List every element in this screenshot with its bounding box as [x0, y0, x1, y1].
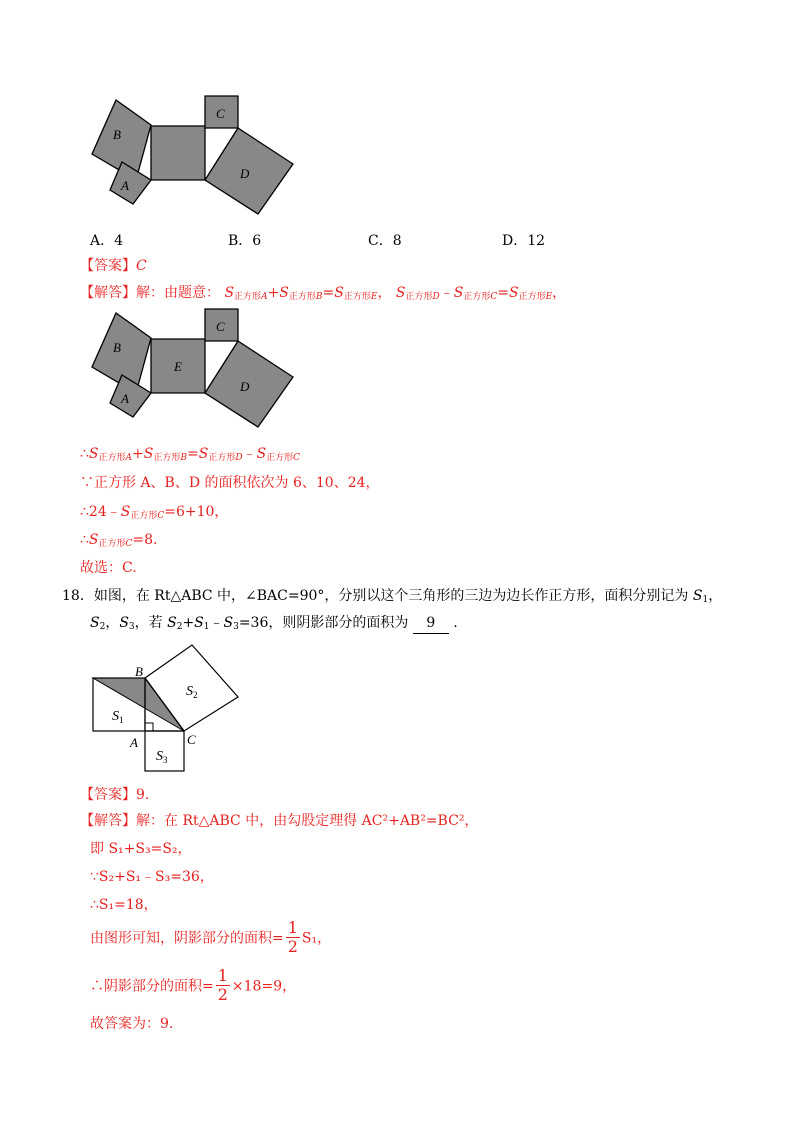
q17-step4: $\therefore S_{正方形C}=8$.	[80, 532, 158, 549]
q17-sol-label-C: C	[216, 319, 225, 334]
q17-option-a: A．4	[90, 233, 124, 249]
q17-step1: $\therefore S_{正方形A}+S_{正方形B}=S_{正方形D}﹣S_{正方形C}$	[80, 446, 301, 463]
q18-label-B: B	[135, 664, 143, 679]
q18-answer: 【答案】9.	[80, 787, 150, 803]
q18-solution-line6: ∴阴影部分的面积= $\frac{1}{2}$ ×18=9，	[90, 966, 297, 1004]
q18-final-answer: 故答案为：9.	[90, 1016, 174, 1032]
q18-blank: 9	[413, 613, 449, 634]
q18-label-S2: $S_2$	[186, 684, 198, 700]
q17-sol-label-A: A	[121, 391, 129, 406]
q18-solution-line1: 【解答】解：在 Rt△ABC 中，由勾股定理得 AC²+AB²=BC²，	[80, 813, 479, 829]
q17-option-b: B．6	[228, 233, 262, 249]
q17-step2: ∵正方形 A、B、D 的面积依次为 6、10、24，	[80, 475, 380, 491]
q18-fraction-half-2: $\frac{1}{2}$	[217, 966, 228, 1004]
q17-label-C: C	[216, 106, 225, 121]
q17-option-d: D．12	[502, 233, 546, 249]
q17-label-D: D	[240, 166, 250, 181]
q18-label-S1: $S_1$	[112, 709, 124, 725]
q18-figure	[88, 640, 248, 780]
q17-step3: $\therefore 24﹣S_{正方形C}=6+10$，	[80, 504, 229, 521]
q17-option-c: C．8	[368, 233, 402, 249]
q18-solution-line2: 即 S₁+S₃=S₂，	[90, 841, 192, 857]
q18-solution-line5: 由图形可知，阴影部分的面积= $\frac{1}{2}$ S₁，	[90, 918, 332, 956]
q17-figure	[88, 92, 298, 222]
q17-solution-line1: 【解答】解：由题意： $S_{正方形A}+S_{正方形B}=S_{正方形E}$， $S_{正方形D}﹣S_{正方形C}=S_{正方形E}$，	[80, 285, 567, 302]
q18-solution-line4: ∴S₁=18，	[90, 897, 158, 913]
q18-label-C: C	[187, 732, 196, 747]
q17-label-A: A	[121, 178, 129, 193]
q18-stem-line2: $S_2$，$S_3$，若 $S_2+S_1﹣S_3=36$，则阴影部分的面积为 9 .	[90, 615, 458, 632]
q18-label-S3: $S_3$	[156, 749, 168, 765]
q18-label-A: A	[130, 735, 138, 750]
q17-sol-label-B: B	[113, 340, 121, 355]
q18-solution-line3: ∵S₂+S₁﹣S₃=36，	[90, 869, 214, 885]
q17-choose: 故选：C.	[80, 560, 137, 576]
q17-answer: 【答案】C	[80, 258, 147, 274]
q18-fraction-half: $\frac{1}{2}$	[287, 918, 298, 956]
q17-sol-label-D: D	[240, 379, 250, 394]
q18-stem-line1: 18．如图，在 Rt△ABC 中，∠BAC=90°，分别以这个三角形的三边为边长作正方形，面积分别记为 $S_1$，	[62, 588, 723, 605]
q17-solution-figure	[88, 305, 298, 435]
q17-label-B: B	[113, 127, 121, 142]
q17-sol-label-E: E	[174, 359, 182, 374]
